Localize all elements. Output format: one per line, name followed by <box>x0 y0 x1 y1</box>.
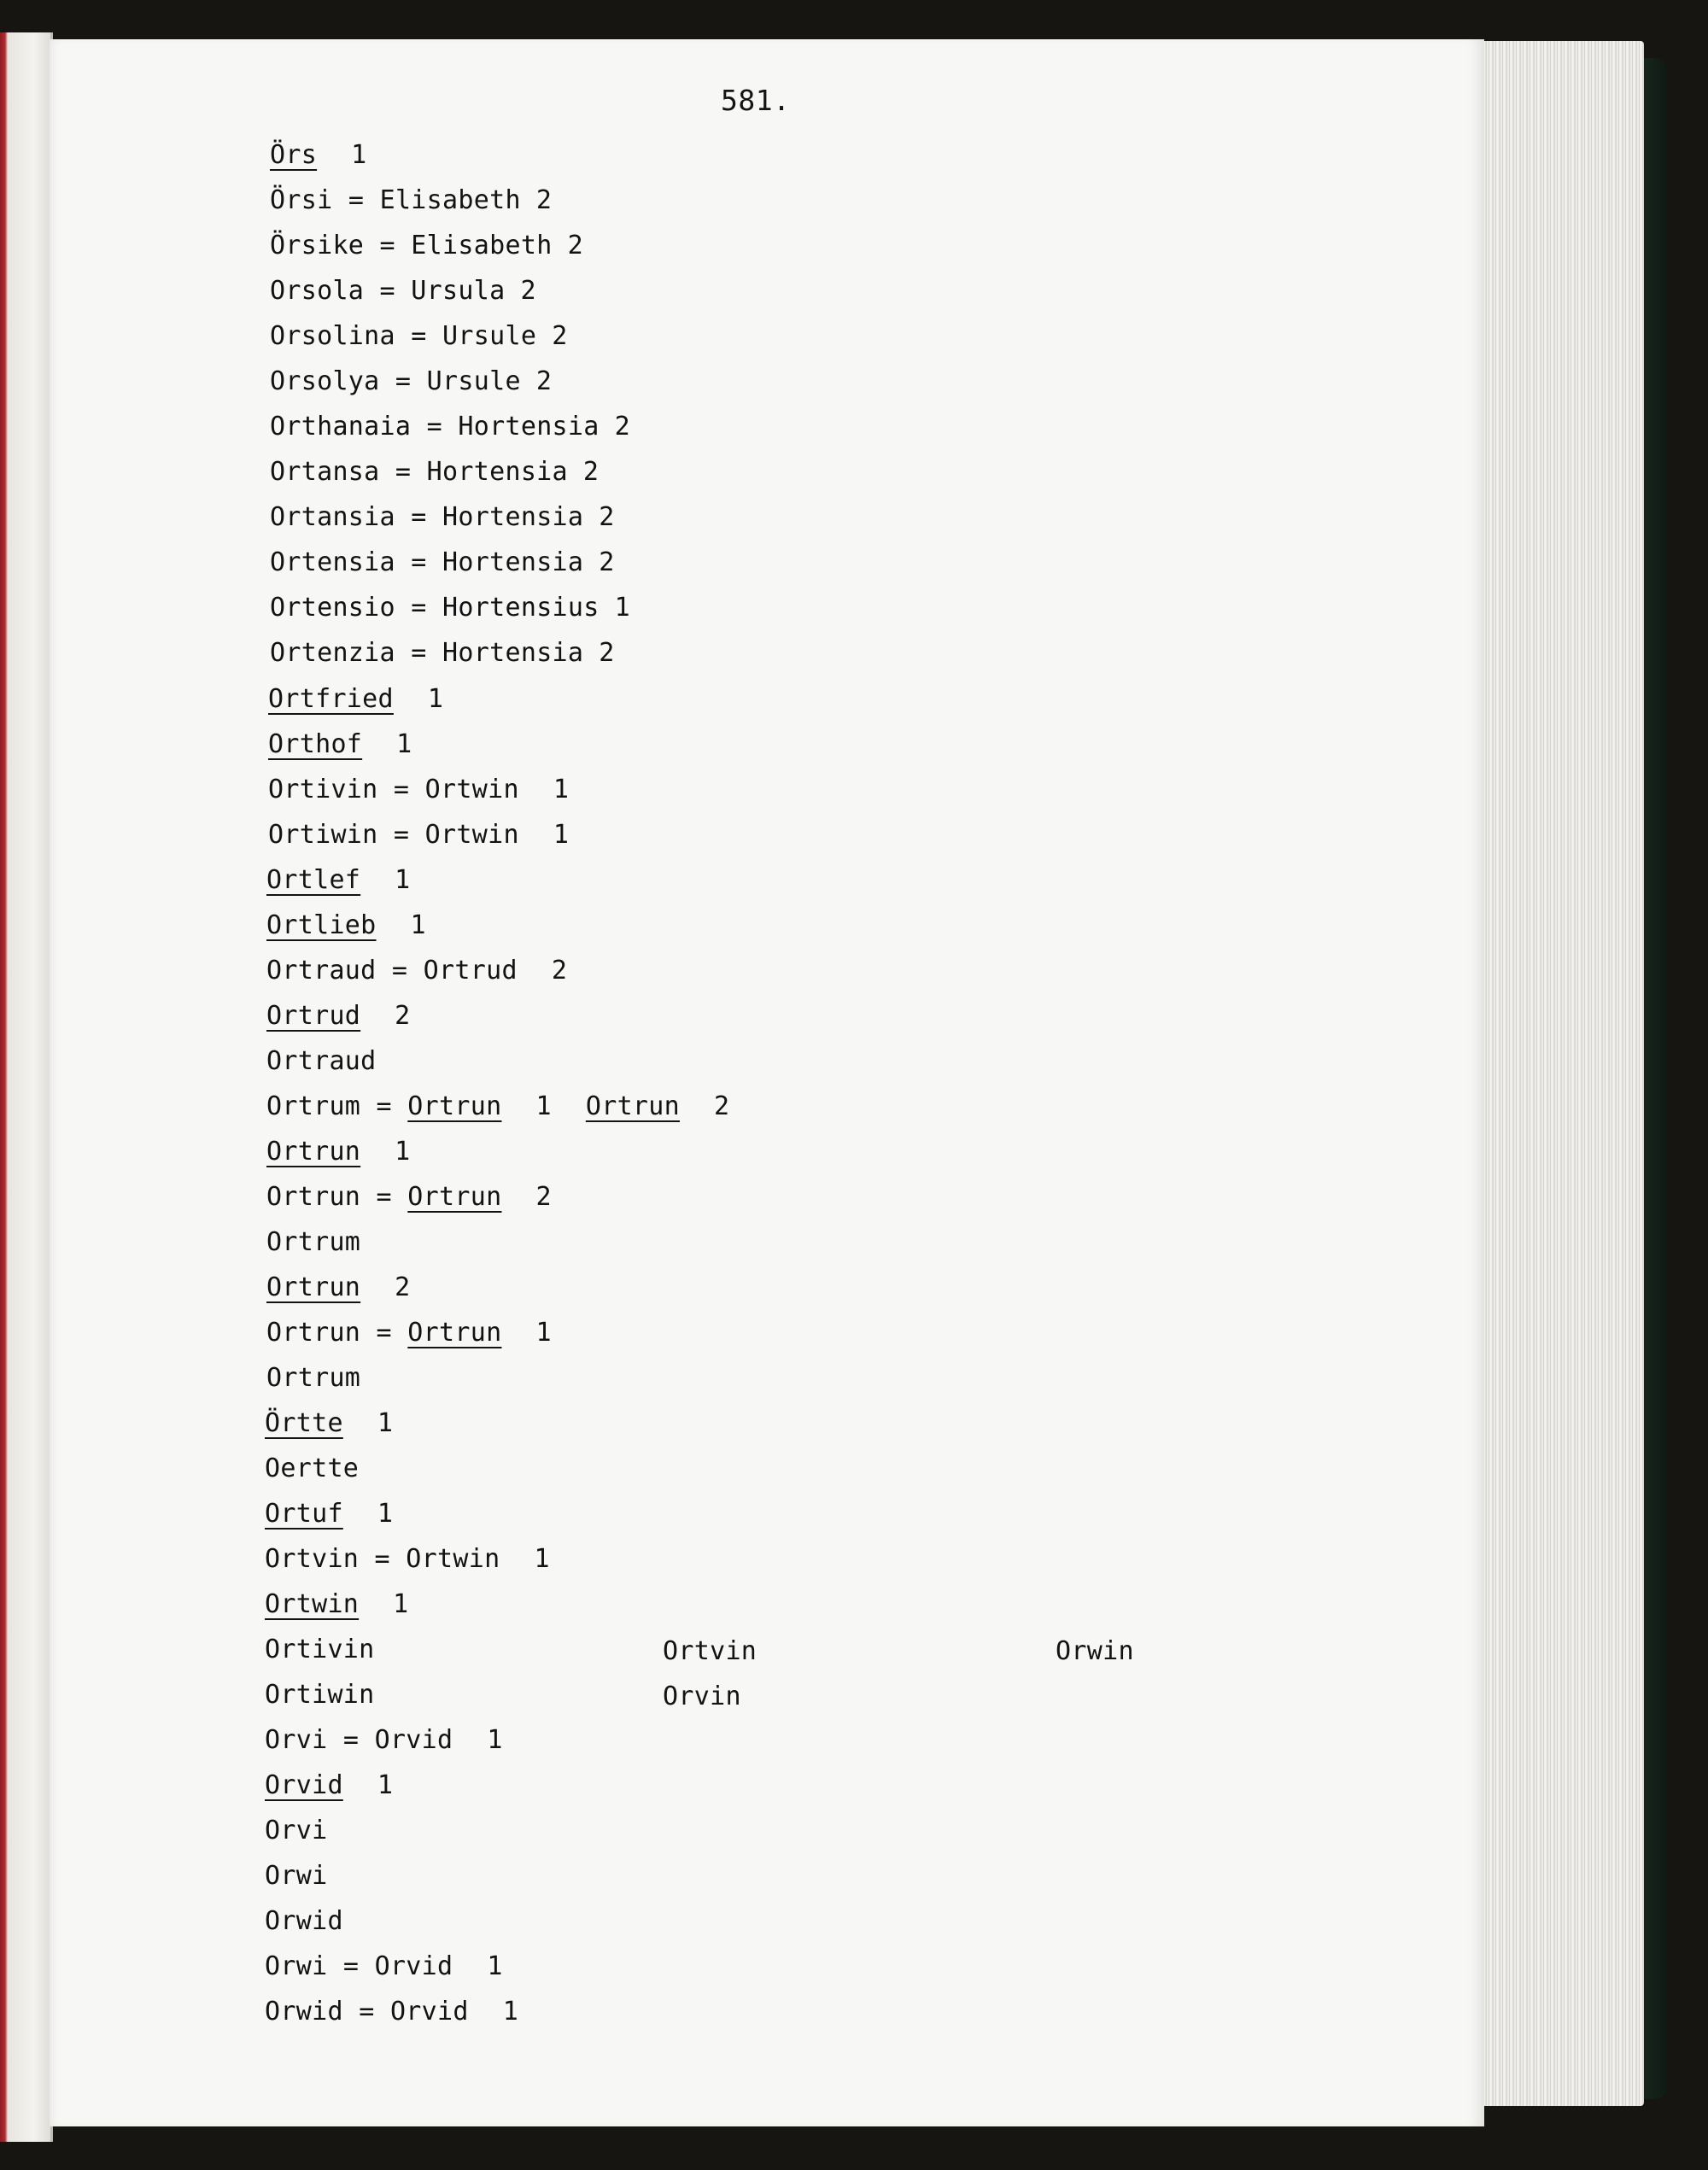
index-entry-plain <box>265 1453 359 1484</box>
count: 1 <box>393 1589 409 1619</box>
index-entry-headword <box>266 1272 411 1303</box>
standard-name: Ortrun <box>407 1318 502 1348</box>
equals-sign: = <box>393 820 410 850</box>
index-entry-headword <box>266 1001 411 1032</box>
equals-sign: = <box>379 276 395 306</box>
index-entry-variant <box>270 638 615 669</box>
variant-name: Orsola <box>270 276 365 306</box>
index-entry-variant <box>270 412 630 442</box>
equals-sign: = <box>395 457 412 487</box>
index-entry-variant <box>270 547 615 578</box>
index-entry-headword <box>270 140 366 171</box>
equals-sign: = <box>379 231 395 260</box>
variant-name: Ortrun <box>266 1318 361 1348</box>
standard-name: Hortensia <box>426 457 568 487</box>
count: 1 <box>377 1770 394 1800</box>
standard-name: Elisabeth <box>411 231 553 260</box>
equals-sign: = <box>374 1544 390 1574</box>
index-entry-variant <box>268 775 569 805</box>
standard-name: Ursule <box>442 321 537 351</box>
index-entry-headword <box>266 1137 411 1167</box>
equals-sign: = <box>391 956 408 986</box>
count: 1 <box>553 775 570 804</box>
index-entry-column-2: Ortvin <box>663 1636 757 1666</box>
count: 1 <box>395 865 411 895</box>
count: 1 <box>487 1725 503 1755</box>
count: 2 <box>395 1001 411 1031</box>
variant-name: Ortenzia <box>270 638 395 668</box>
index-entry-headword <box>265 1408 393 1439</box>
count: 2 <box>535 185 553 215</box>
headword: Ortuf <box>265 1499 343 1529</box>
book-page <box>50 39 1484 2126</box>
left-page-edge <box>0 32 53 2142</box>
count: 1 <box>410 910 426 940</box>
index-entry-headword <box>266 865 411 896</box>
variant-name: Ortansa <box>270 457 380 487</box>
index-entry-variant <box>266 1182 552 1213</box>
count: 1 <box>377 1499 394 1529</box>
standard-name: Orvid <box>389 1997 469 2027</box>
index-entry-column-1: Ortiwin <box>265 1680 375 1710</box>
count: 1 <box>487 1951 503 1981</box>
count: 2 <box>551 956 568 986</box>
count: 2 <box>395 1272 411 1302</box>
headword: Ortlef <box>266 865 361 895</box>
index-entry-plain <box>265 1816 327 1846</box>
variant-name: Örsike <box>270 231 365 260</box>
index-entry-variant <box>265 1997 518 2027</box>
index-entry-headword <box>268 729 412 760</box>
name-form: Ortrum <box>266 1227 361 1257</box>
index-entry-variant <box>265 1544 550 1575</box>
count: 2 <box>535 366 553 396</box>
count: 2 <box>535 1182 552 1212</box>
equals-sign: = <box>411 547 427 577</box>
headword: Örs <box>270 140 318 170</box>
page-number: 581. <box>721 84 791 117</box>
index-entry-variant <box>268 820 569 851</box>
equals-sign: = <box>411 321 427 351</box>
index-entry-variant <box>270 231 583 261</box>
index-entry-variant <box>270 502 615 533</box>
index-entry-plain <box>266 1227 360 1258</box>
count: 1 <box>535 1318 552 1348</box>
variant-name: Ortraud <box>266 956 377 986</box>
variant-name: Örsi <box>270 185 333 215</box>
count-second: 2 <box>714 1091 730 1121</box>
variant-name: Ortansia <box>270 502 395 532</box>
count: 2 <box>582 457 600 487</box>
standard-name: Ortrun <box>407 1091 502 1121</box>
variant-name: Orsolina <box>270 321 395 351</box>
equals-sign: = <box>395 366 412 396</box>
index-entry-variant <box>270 185 552 216</box>
index-entry-variant <box>265 1725 503 1756</box>
name-form: Orwid <box>265 1906 343 1936</box>
headword: Orthof <box>268 729 363 759</box>
standard-name: Ortrun <box>407 1182 502 1212</box>
index-entry-plain <box>265 1861 327 1892</box>
index-entry-column-1: Ortivin <box>265 1635 375 1664</box>
equals-sign: = <box>376 1318 392 1348</box>
headword: Ortfried <box>268 684 394 714</box>
headword: Ortwin <box>265 1589 360 1619</box>
variant-name: Ortensio <box>270 593 395 623</box>
count: 1 <box>535 1091 552 1121</box>
standard-name: Hortensia <box>442 502 584 532</box>
standard-name: Hortensius <box>442 593 600 623</box>
index-entry-variant <box>266 956 567 986</box>
variant-name: Ortivin <box>268 775 378 804</box>
name-form: Orvi <box>265 1816 328 1845</box>
count: 1 <box>534 1544 550 1574</box>
count: 2 <box>520 276 536 306</box>
standard-name: Hortensia <box>442 547 584 577</box>
count: 2 <box>599 547 615 577</box>
headword: Ortlieb <box>266 910 377 940</box>
index-entry-variant <box>270 321 568 352</box>
equals-sign: = <box>411 593 427 623</box>
count: 1 <box>614 593 631 623</box>
index-entry-variant <box>270 457 599 488</box>
index-entry-plain <box>266 1046 377 1077</box>
index-entry-variant <box>270 276 536 307</box>
equals-sign: = <box>342 1951 360 1981</box>
variant-name: Orthanaia <box>270 412 412 442</box>
headword: Orvid <box>265 1770 343 1800</box>
index-entry-column-3: Orwin <box>1056 1636 1134 1666</box>
count: 1 <box>427 684 444 714</box>
variant-name: Ortvin <box>265 1544 360 1574</box>
standard-name: Ortrud <box>423 956 518 986</box>
index-entry-headword <box>265 1770 393 1801</box>
index-entry-headword <box>268 684 443 715</box>
equals-sign: = <box>411 502 427 532</box>
index-entry-variant <box>266 1091 729 1122</box>
equals-sign: = <box>342 1725 360 1755</box>
index-entry-variant <box>266 1318 552 1348</box>
headword: Ortrun <box>266 1137 361 1167</box>
variant-name: Ortensia <box>270 547 395 577</box>
page-stack-edge <box>1469 41 1644 2106</box>
equals-sign: = <box>393 775 410 804</box>
standard-name: Hortensia <box>442 638 584 668</box>
equals-sign: = <box>359 1997 375 2027</box>
name-form: Ortrum <box>266 1363 361 1393</box>
count: 1 <box>395 1137 411 1167</box>
equals-sign: = <box>376 1091 392 1121</box>
count: 1 <box>377 1408 394 1438</box>
headword: Ortrud <box>266 1001 361 1031</box>
equals-sign: = <box>411 638 427 668</box>
variant-name: Ortrum <box>266 1091 361 1121</box>
equals-sign: = <box>376 1182 392 1212</box>
equals-sign: = <box>348 185 365 215</box>
index-entry-headword <box>265 1499 393 1530</box>
standard-name: Ortwin <box>424 820 519 850</box>
index-entry-headword <box>265 1589 409 1620</box>
variant-name: Ortiwin <box>268 820 378 850</box>
standard-name: Orvid <box>374 1725 453 1755</box>
standard-name: Ursule <box>426 366 521 396</box>
headword: Ortrun <box>266 1272 361 1302</box>
standard-name: Ortwin <box>424 775 519 804</box>
name-form: Ortraud <box>266 1046 377 1076</box>
count: 1 <box>351 140 367 170</box>
index-entry-plain <box>265 1906 343 1937</box>
count: 2 <box>552 321 568 351</box>
index-entry-column-2: Orvin <box>663 1682 741 1711</box>
index-entry-headword <box>266 910 426 941</box>
variant-name: Orvi <box>265 1725 328 1755</box>
count: 1 <box>553 820 570 850</box>
name-form: Oertte <box>265 1453 360 1483</box>
standard-name: Orvid <box>374 1951 453 1981</box>
variant-name: Orwi <box>265 1951 328 1981</box>
count: 2 <box>599 638 615 668</box>
variant-name: Orsolya <box>270 366 380 396</box>
variant-name: Ortrun <box>266 1182 361 1212</box>
headword: Örtte <box>265 1408 343 1438</box>
count: 1 <box>502 1997 519 2027</box>
standard-name: Hortensia <box>458 412 600 442</box>
equals-sign: = <box>426 412 443 442</box>
index-entry-variant <box>265 1951 503 1982</box>
index-entry-variant <box>270 366 552 397</box>
count: 2 <box>599 502 615 532</box>
standard-name: Elisabeth <box>379 185 521 215</box>
count: 2 <box>614 412 631 442</box>
standard-name: Ursula <box>411 276 506 306</box>
standard-name-second: Ortrun <box>585 1091 681 1121</box>
count: 2 <box>567 231 583 260</box>
index-entry-plain <box>266 1363 360 1394</box>
name-form: Orwi <box>265 1861 328 1891</box>
index-entry-variant <box>270 593 630 623</box>
count: 1 <box>396 729 412 759</box>
standard-name: Ortwin <box>406 1544 500 1574</box>
variant-name: Orwid <box>265 1997 343 2027</box>
